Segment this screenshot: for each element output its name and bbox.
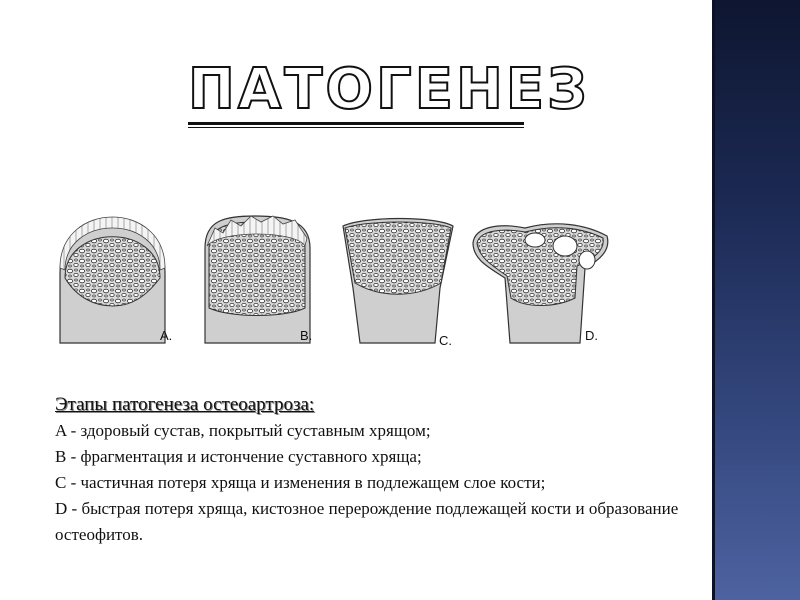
caption-line-b: B - фрагментация и истончение суставного хряща; [55,447,422,466]
slide-title: ПАТОГЕНЕЗ [188,57,590,122]
panel-c-label: C. [439,333,452,348]
caption-line-a: A - здоровый сустав, покрытый суставным хрящом; [55,421,431,440]
caption [55,392,755,548]
osteoarthritis-stages-figure [55,188,615,358]
panel-c [343,219,453,344]
title-underline [188,122,524,125]
panel-b-label: B. [300,328,313,343]
title-block [188,58,590,122]
caption-line-c: C - частичная потеря хряща и изменения в подлежащем слое кости; [55,473,546,492]
caption-line-d: D - быстрая потеря хряща, кистозное перерождение подлежащей кости и образование остеофитов. [55,499,679,544]
panel-a [60,217,165,343]
panel-b [205,216,313,343]
caption-heading: Этапы патогенеза остеоартроза: [55,394,315,415]
panel-a-label: A. [160,328,173,343]
panel-d-label: D. [585,328,598,343]
panel-d [473,224,608,343]
title-underline-thin [188,127,524,128]
